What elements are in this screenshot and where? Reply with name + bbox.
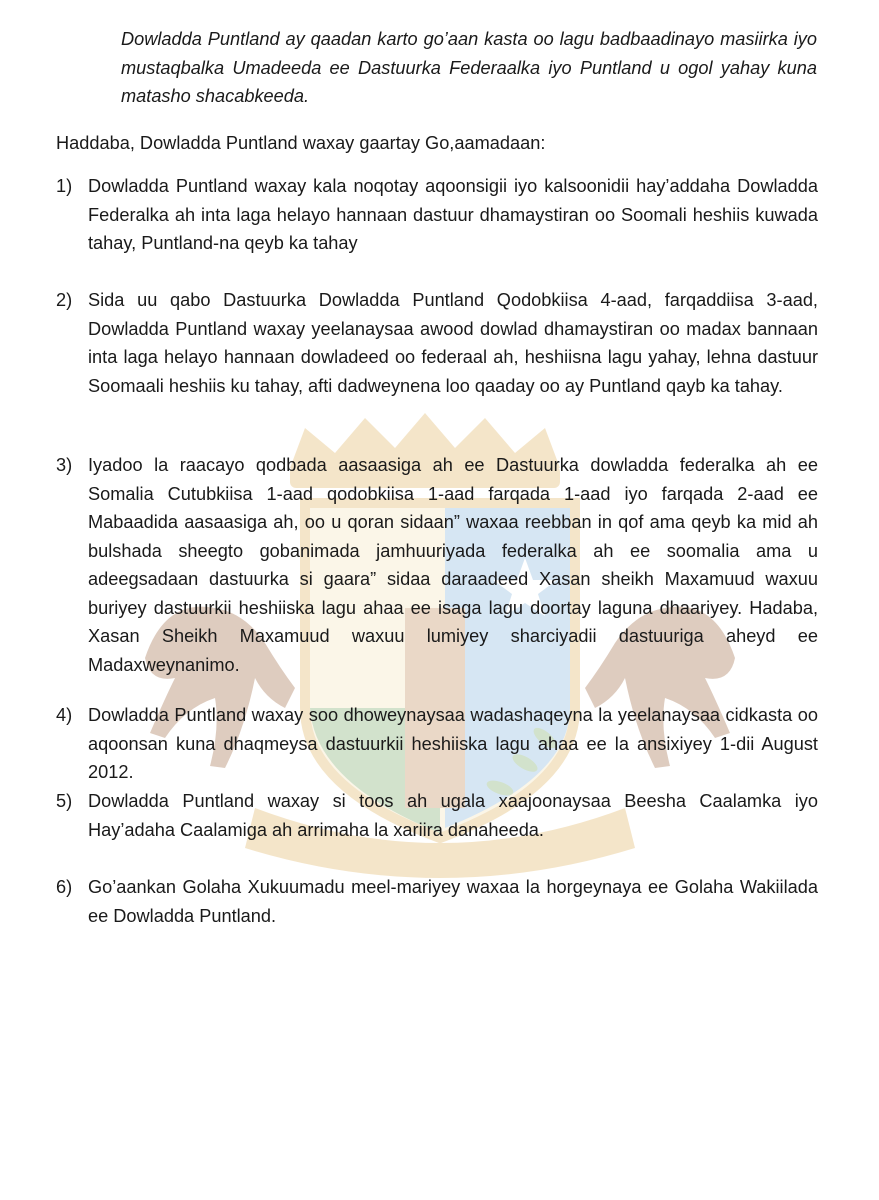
list-item-number: 2)	[56, 290, 73, 310]
list-item-number: 3)	[56, 455, 73, 475]
intro-paragraph: Dowladda Puntland ay qaadan karto go’aan kasta oo lagu badbaadinayo masiirka iyo mustaqbalka Umadeeda ee Dastuurka Federaalka iyo Puntland u ogol yahay kuna matasho shacabkeeda.	[121, 29, 817, 106]
list-item-text: Sida uu qabo Dastuurka Dowladda Puntland Qodobkiisa 4-aad, farqaddiisa 3-aad, Dowladda Puntland waxay yeelanaysaa awood dowlad dhamaystiran oo madax bannaan inta laga helayo hannaan dowladeed oo federaal ah, heshiisna lagu yahay, lehna dastuur Soomaali heshiis ku tahay, afti dadweynena loo qaaday oo ay Puntland qayb ka tahay.	[88, 290, 818, 396]
list-item-text: Dowladda Puntland waxay si toos ah ugala xaajoonaysaa Beesha Caalamka iyo Hay’adaha Caalamiga ah arrimaha la xariira danaheeda.	[88, 791, 818, 840]
list-item	[56, 451, 818, 679]
list-item	[56, 701, 818, 787]
list-item-number: 6)	[56, 877, 73, 897]
list-item	[56, 286, 818, 400]
list-item-text: Iyadoo la raacayo qodbada aasaasiga ah ee Dastuurka dowladda federalka ah ee Somalia Cutubkiisa 1-aad qodobkiisa 1-aad farqada 1-aad iyo farqada 2-aad ee Mabaadida aasaasiga ah, oo u qoran sidaan” waxaa reebban in qof ama qeyb ka mid ah bulshada sheegto gobanimada jamhuuriyada federalka ah ee soomalia ama u adeegsadaan dastuurka si gaara” sidaa daraadeed Xasan sheikh Maxamuud waxuu buriyey dastuurkii heshiiska lagu ahaa ee isaga lagu doortay laguna dhaariyey. Hadaba, Xasan Sheikh Maxamuud waxuu lumiyey sharciyadii dastuuriga aheyd ee Madaxweynanimo.	[88, 455, 818, 675]
lead-sentence: Haddaba, Dowladda Puntland waxay gaartay Go,aamadaan:	[56, 133, 546, 153]
list-item-text: Dowladda Puntland waxay soo dhoweynaysaa wadashaqeyna la yeelanaysaa cidkasta oo aqoonsan kuna dhaqmeysa dastuurkii heshiiska lagu ahaa ee la ansixiyey 1-dii August 2012.	[88, 705, 818, 782]
list-item-number: 4)	[56, 705, 73, 725]
list-item-number: 1)	[56, 176, 73, 196]
list-item-number: 5)	[56, 791, 73, 811]
list-item	[56, 873, 818, 930]
list-item	[56, 787, 818, 844]
list-item	[56, 172, 818, 258]
list-item-text: Go’aankan Golaha Xukuumadu meel-mariyey waxaa la horgeynaya ee Golaha Wakiilada ee Dowladda Puntland.	[88, 877, 818, 926]
list-item-text: Dowladda Puntland waxay kala noqotay aqoonsigii iyo kalsoonidii hay’addaha Dowladda Federalka ah inta laga helayo hannaan dastuur dhamaystiran oo Soomali heshiis kuwada tahay, Puntland-na qeyb ka tahay	[88, 176, 818, 253]
